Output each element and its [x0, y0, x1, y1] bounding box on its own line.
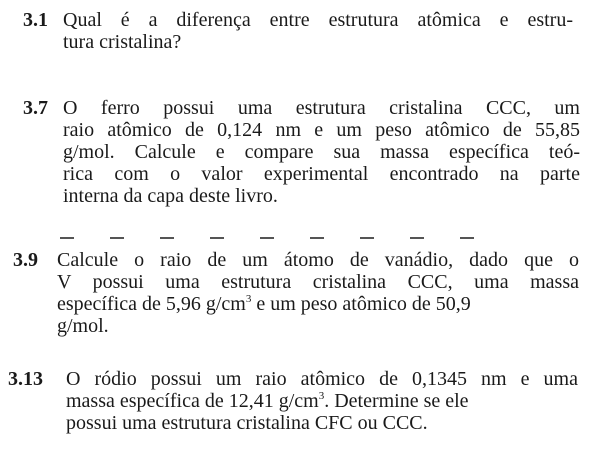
scan-artifact-dashes: [60, 237, 530, 241]
problem-text: [63, 9, 573, 53]
problem-3-7: [23, 97, 583, 227]
text-line: g/mol.: [57, 315, 109, 337]
text-line: g/mol. Calcule e compare sua massa específica teó-: [63, 141, 580, 163]
problem-3-1: [23, 9, 583, 59]
superscript: 3: [318, 390, 325, 402]
problem-number: 3.9: [13, 249, 38, 271]
text-segment: específica de 5,96 g/cm: [57, 293, 246, 315]
text-line: Qual é a diferença entre estrutura atômica e estru-: [63, 9, 573, 31]
superscript: 3: [245, 293, 252, 305]
text-line: interna da capa deste livro.: [63, 185, 278, 207]
text-segment: massa específica de 12,41 g/cm: [66, 390, 319, 412]
text-line: V possui uma estrutura cristalina CCC, uma massa: [57, 271, 579, 293]
problem-number: 3.1: [23, 9, 48, 31]
problem-number: 3.7: [23, 97, 48, 119]
text-segment: . Determine se ele: [324, 390, 469, 412]
text-line: raio atômico de 0,124 nm e um peso atômico de 55,85: [63, 119, 580, 141]
text-line: O ferro possui uma estrutura cristalina CCC, um: [63, 97, 580, 119]
text-line: Calcule o raio de um átomo de vanádio, dado que o: [57, 249, 579, 271]
text-line: possui uma estrutura cristalina CFC ou CCC.: [66, 412, 428, 434]
text-line: rica com o valor experimental encontrado na parte: [63, 163, 580, 185]
problem-text: [63, 97, 580, 207]
problem-3-13: [8, 368, 588, 453]
text-line: tura cristalina?: [63, 31, 182, 53]
text-line: O ródio possui um raio atômico de 0,1345 nm e uma: [66, 368, 578, 390]
problem-number: 3.13: [8, 368, 43, 390]
text-line: [57, 293, 579, 315]
problem-text: [57, 249, 579, 337]
problem-3-9: [13, 249, 583, 354]
text-line: [66, 390, 578, 412]
problem-text: [66, 368, 578, 434]
text-segment: e um peso atômico de 50,9: [251, 293, 471, 315]
